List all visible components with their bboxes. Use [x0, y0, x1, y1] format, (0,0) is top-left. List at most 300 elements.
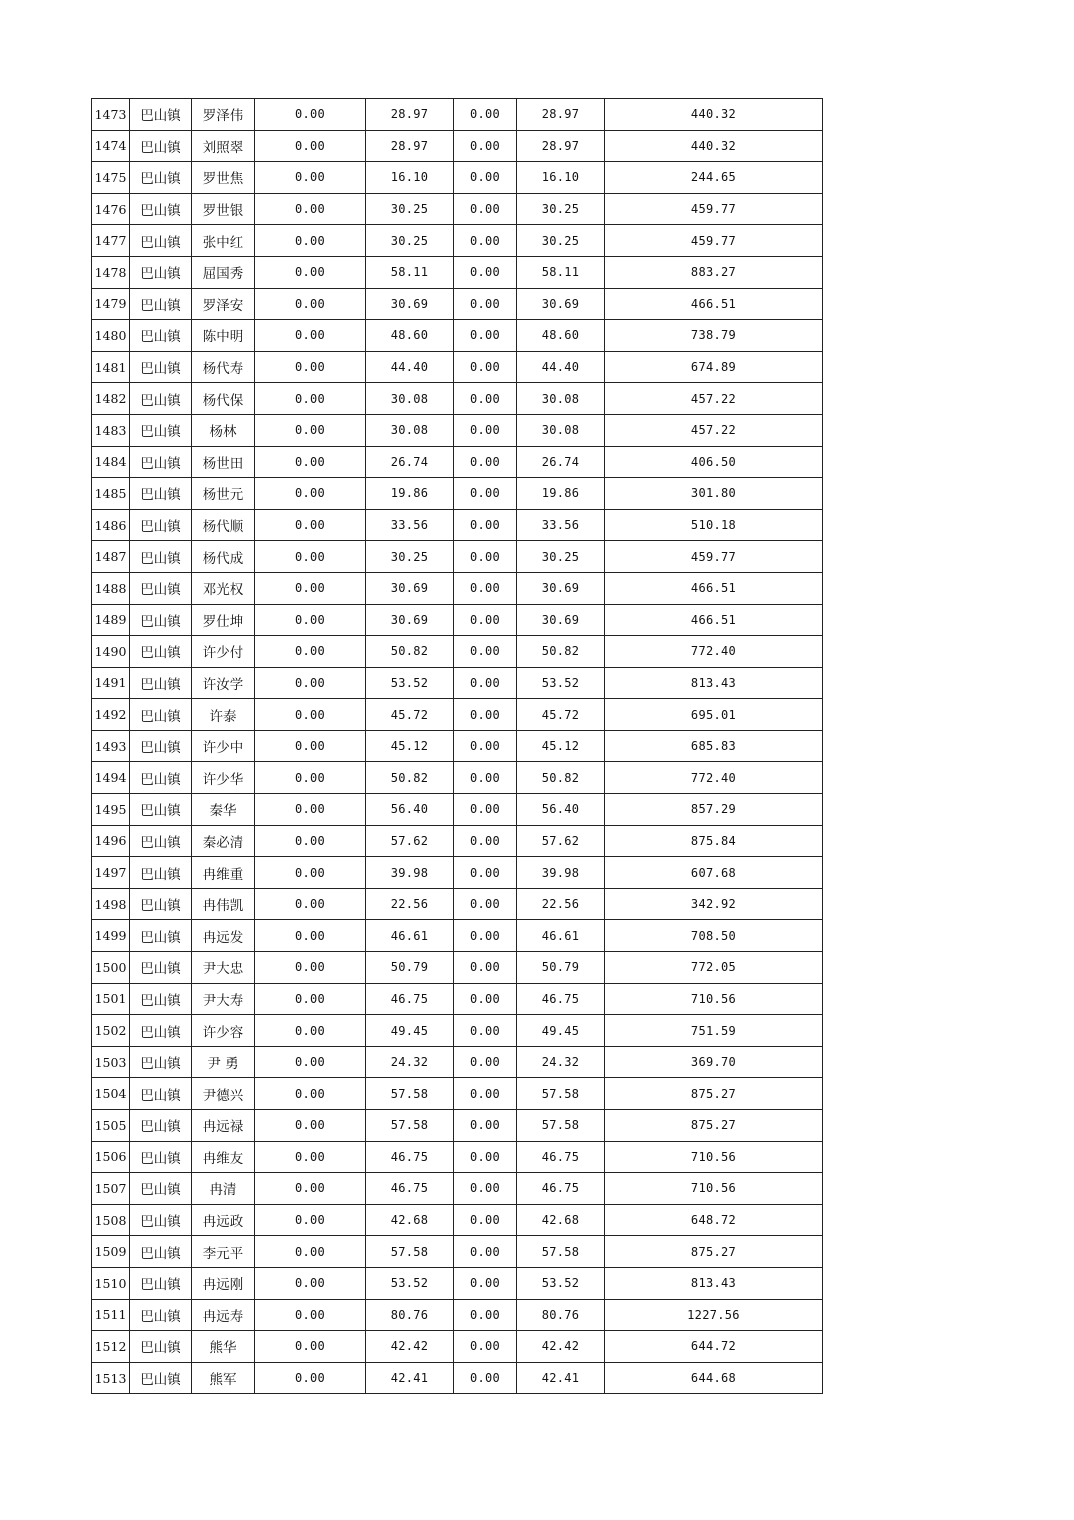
town-name-cell: 巴山镇 — [130, 730, 192, 762]
value-col-2-cell: 42.41 — [366, 1362, 454, 1394]
town-name-cell: 巴山镇 — [130, 1299, 192, 1331]
town-name-cell: 巴山镇 — [130, 888, 192, 920]
amount-total-cell: 440.32 — [605, 130, 823, 162]
value-col-1-cell: 0.00 — [255, 1110, 366, 1142]
amount-total-cell: 466.51 — [605, 604, 823, 636]
value-col-4-cell: 16.10 — [517, 162, 605, 194]
value-col-3-cell: 0.00 — [454, 1236, 517, 1268]
value-col-2-cell: 46.75 — [366, 1173, 454, 1205]
value-col-3-cell: 0.00 — [454, 414, 517, 446]
value-col-4-cell: 28.97 — [517, 130, 605, 162]
person-name-cell: 冉远寿 — [192, 1299, 255, 1331]
row-number-cell: 1475 — [92, 162, 130, 194]
town-name-cell: 巴山镇 — [130, 446, 192, 478]
amount-total-cell: 685.83 — [605, 730, 823, 762]
person-name-cell: 许少付 — [192, 636, 255, 668]
town-name-cell: 巴山镇 — [130, 414, 192, 446]
amount-total-cell: 772.05 — [605, 952, 823, 984]
table-row — [92, 193, 823, 225]
person-name-cell: 罗世银 — [192, 193, 255, 225]
amount-total-cell: 406.50 — [605, 446, 823, 478]
table-row — [92, 1331, 823, 1363]
table-row — [92, 320, 823, 352]
town-name-cell: 巴山镇 — [130, 225, 192, 257]
value-col-3-cell: 0.00 — [454, 478, 517, 510]
table-row — [92, 288, 823, 320]
value-col-4-cell: 46.61 — [517, 920, 605, 952]
amount-total-cell: 772.40 — [605, 762, 823, 794]
person-name-cell: 尹大寿 — [192, 983, 255, 1015]
town-name-cell: 巴山镇 — [130, 288, 192, 320]
value-col-2-cell: 57.62 — [366, 825, 454, 857]
value-col-4-cell: 45.72 — [517, 699, 605, 731]
value-col-3-cell: 0.00 — [454, 825, 517, 857]
amount-total-cell: 875.84 — [605, 825, 823, 857]
data-table — [91, 98, 823, 1394]
value-col-3-cell: 0.00 — [454, 162, 517, 194]
amount-total-cell: 648.72 — [605, 1204, 823, 1236]
value-col-4-cell: 30.08 — [517, 414, 605, 446]
table-row — [92, 794, 823, 826]
value-col-4-cell: 57.62 — [517, 825, 605, 857]
table-row — [92, 1299, 823, 1331]
value-col-3-cell: 0.00 — [454, 636, 517, 668]
value-col-3-cell: 0.00 — [454, 99, 517, 131]
row-number-cell: 1479 — [92, 288, 130, 320]
row-number-cell: 1486 — [92, 509, 130, 541]
amount-total-cell: 440.32 — [605, 99, 823, 131]
value-col-3-cell: 0.00 — [454, 920, 517, 952]
town-name-cell: 巴山镇 — [130, 193, 192, 225]
amount-total-cell: 607.68 — [605, 857, 823, 889]
person-name-cell: 杨林 — [192, 414, 255, 446]
value-col-2-cell: 80.76 — [366, 1299, 454, 1331]
table-row — [92, 541, 823, 573]
value-col-1-cell: 0.00 — [255, 794, 366, 826]
value-col-2-cell: 22.56 — [366, 888, 454, 920]
value-col-1-cell: 0.00 — [255, 1299, 366, 1331]
table-row — [92, 667, 823, 699]
person-name-cell: 刘照翠 — [192, 130, 255, 162]
value-col-2-cell: 30.25 — [366, 193, 454, 225]
value-col-4-cell: 28.97 — [517, 99, 605, 131]
person-name-cell: 陈中明 — [192, 320, 255, 352]
value-col-1-cell: 0.00 — [255, 1173, 366, 1205]
value-col-1-cell: 0.00 — [255, 825, 366, 857]
town-name-cell: 巴山镇 — [130, 1141, 192, 1173]
value-col-2-cell: 19.86 — [366, 478, 454, 510]
row-number-cell: 1488 — [92, 572, 130, 604]
person-name-cell: 杨代保 — [192, 383, 255, 415]
value-col-3-cell: 0.00 — [454, 572, 517, 604]
table-row — [92, 1015, 823, 1047]
value-col-1-cell: 0.00 — [255, 604, 366, 636]
value-col-2-cell: 46.61 — [366, 920, 454, 952]
value-col-3-cell: 0.00 — [454, 1078, 517, 1110]
row-number-cell: 1496 — [92, 825, 130, 857]
town-name-cell: 巴山镇 — [130, 1173, 192, 1205]
person-name-cell: 邓光权 — [192, 572, 255, 604]
person-name-cell: 尹大忠 — [192, 952, 255, 984]
person-name-cell: 张中红 — [192, 225, 255, 257]
value-col-2-cell: 57.58 — [366, 1110, 454, 1142]
value-col-1-cell: 0.00 — [255, 509, 366, 541]
table-row — [92, 1078, 823, 1110]
value-col-2-cell: 24.32 — [366, 1046, 454, 1078]
value-col-1-cell: 0.00 — [255, 699, 366, 731]
table-row — [92, 414, 823, 446]
person-name-cell: 秦华 — [192, 794, 255, 826]
value-col-2-cell: 50.82 — [366, 762, 454, 794]
amount-total-cell: 751.59 — [605, 1015, 823, 1047]
value-col-2-cell: 50.82 — [366, 636, 454, 668]
value-col-4-cell: 22.56 — [517, 888, 605, 920]
value-col-1-cell: 0.00 — [255, 256, 366, 288]
value-col-4-cell: 50.79 — [517, 952, 605, 984]
value-col-4-cell: 57.58 — [517, 1110, 605, 1142]
value-col-3-cell: 0.00 — [454, 225, 517, 257]
person-name-cell: 熊华 — [192, 1331, 255, 1363]
value-col-2-cell: 45.12 — [366, 730, 454, 762]
amount-total-cell: 244.65 — [605, 162, 823, 194]
value-col-2-cell: 46.75 — [366, 983, 454, 1015]
value-col-3-cell: 0.00 — [454, 604, 517, 636]
town-name-cell: 巴山镇 — [130, 99, 192, 131]
value-col-1-cell: 0.00 — [255, 1015, 366, 1047]
value-col-1-cell: 0.00 — [255, 130, 366, 162]
amount-total-cell: 459.77 — [605, 541, 823, 573]
amount-total-cell: 695.01 — [605, 699, 823, 731]
row-number-cell: 1492 — [92, 699, 130, 731]
amount-total-cell: 875.27 — [605, 1110, 823, 1142]
table-row — [92, 730, 823, 762]
person-name-cell: 秦必清 — [192, 825, 255, 857]
table-row — [92, 572, 823, 604]
row-number-cell: 1485 — [92, 478, 130, 510]
value-col-3-cell: 0.00 — [454, 1267, 517, 1299]
value-col-2-cell: 16.10 — [366, 162, 454, 194]
person-name-cell: 许泰 — [192, 699, 255, 731]
value-col-1-cell: 0.00 — [255, 1267, 366, 1299]
value-col-1-cell: 0.00 — [255, 952, 366, 984]
value-col-3-cell: 0.00 — [454, 130, 517, 162]
value-col-1-cell: 0.00 — [255, 888, 366, 920]
value-col-3-cell: 0.00 — [454, 667, 517, 699]
value-col-2-cell: 53.52 — [366, 667, 454, 699]
table-row — [92, 225, 823, 257]
town-name-cell: 巴山镇 — [130, 383, 192, 415]
town-name-cell: 巴山镇 — [130, 572, 192, 604]
row-number-cell: 1505 — [92, 1110, 130, 1142]
value-col-3-cell: 0.00 — [454, 193, 517, 225]
value-col-4-cell: 53.52 — [517, 1267, 605, 1299]
value-col-4-cell: 80.76 — [517, 1299, 605, 1331]
town-name-cell: 巴山镇 — [130, 162, 192, 194]
amount-total-cell: 875.27 — [605, 1078, 823, 1110]
town-name-cell: 巴山镇 — [130, 320, 192, 352]
row-number-cell: 1506 — [92, 1141, 130, 1173]
town-name-cell: 巴山镇 — [130, 636, 192, 668]
value-col-2-cell: 42.68 — [366, 1204, 454, 1236]
value-col-4-cell: 57.58 — [517, 1236, 605, 1268]
value-col-1-cell: 0.00 — [255, 1046, 366, 1078]
town-name-cell: 巴山镇 — [130, 762, 192, 794]
value-col-3-cell: 0.00 — [454, 383, 517, 415]
value-col-3-cell: 0.00 — [454, 541, 517, 573]
value-col-3-cell: 0.00 — [454, 351, 517, 383]
value-col-4-cell: 26.74 — [517, 446, 605, 478]
town-name-cell: 巴山镇 — [130, 667, 192, 699]
value-col-2-cell: 57.58 — [366, 1236, 454, 1268]
amount-total-cell: 466.51 — [605, 572, 823, 604]
value-col-4-cell: 19.86 — [517, 478, 605, 510]
person-name-cell: 冉伟凯 — [192, 888, 255, 920]
table-row — [92, 99, 823, 131]
town-name-cell: 巴山镇 — [130, 825, 192, 857]
value-col-3-cell: 0.00 — [454, 509, 517, 541]
town-name-cell: 巴山镇 — [130, 1267, 192, 1299]
amount-total-cell: 1227.56 — [605, 1299, 823, 1331]
value-col-3-cell: 0.00 — [454, 857, 517, 889]
person-name-cell: 罗泽安 — [192, 288, 255, 320]
value-col-4-cell: 57.58 — [517, 1078, 605, 1110]
value-col-1-cell: 0.00 — [255, 478, 366, 510]
row-number-cell: 1508 — [92, 1204, 130, 1236]
amount-total-cell: 466.51 — [605, 288, 823, 320]
amount-total-cell: 813.43 — [605, 1267, 823, 1299]
town-name-cell: 巴山镇 — [130, 351, 192, 383]
amount-total-cell: 772.40 — [605, 636, 823, 668]
row-number-cell: 1502 — [92, 1015, 130, 1047]
table-row — [92, 1236, 823, 1268]
table-row — [92, 762, 823, 794]
table-row — [92, 446, 823, 478]
value-col-1-cell: 0.00 — [255, 920, 366, 952]
value-col-4-cell: 30.25 — [517, 225, 605, 257]
value-col-3-cell: 0.00 — [454, 1331, 517, 1363]
value-col-2-cell: 26.74 — [366, 446, 454, 478]
person-name-cell: 许少华 — [192, 762, 255, 794]
value-col-1-cell: 0.00 — [255, 1362, 366, 1394]
value-col-2-cell: 48.60 — [366, 320, 454, 352]
person-name-cell: 罗世焦 — [192, 162, 255, 194]
row-number-cell: 1511 — [92, 1299, 130, 1331]
value-col-2-cell: 39.98 — [366, 857, 454, 889]
value-col-2-cell: 46.75 — [366, 1141, 454, 1173]
value-col-3-cell: 0.00 — [454, 1173, 517, 1205]
value-col-2-cell: 42.42 — [366, 1331, 454, 1363]
person-name-cell: 许少中 — [192, 730, 255, 762]
value-col-2-cell: 50.79 — [366, 952, 454, 984]
value-col-2-cell: 57.58 — [366, 1078, 454, 1110]
value-col-3-cell: 0.00 — [454, 1141, 517, 1173]
person-name-cell: 许少容 — [192, 1015, 255, 1047]
town-name-cell: 巴山镇 — [130, 1046, 192, 1078]
value-col-1-cell: 0.00 — [255, 983, 366, 1015]
value-col-3-cell: 0.00 — [454, 888, 517, 920]
amount-total-cell: 457.22 — [605, 383, 823, 415]
value-col-1-cell: 0.00 — [255, 636, 366, 668]
value-col-2-cell: 44.40 — [366, 351, 454, 383]
person-name-cell: 冉远禄 — [192, 1110, 255, 1142]
value-col-1-cell: 0.00 — [255, 1204, 366, 1236]
table-row — [92, 162, 823, 194]
amount-total-cell: 369.70 — [605, 1046, 823, 1078]
value-col-2-cell: 53.52 — [366, 1267, 454, 1299]
table-row — [92, 1141, 823, 1173]
value-col-2-cell: 30.08 — [366, 414, 454, 446]
table-row — [92, 1204, 823, 1236]
value-col-4-cell: 30.25 — [517, 541, 605, 573]
amount-total-cell: 738.79 — [605, 320, 823, 352]
table-row — [92, 604, 823, 636]
row-number-cell: 1497 — [92, 857, 130, 889]
amount-total-cell: 813.43 — [605, 667, 823, 699]
value-col-3-cell: 0.00 — [454, 730, 517, 762]
value-col-2-cell: 45.72 — [366, 699, 454, 731]
town-name-cell: 巴山镇 — [130, 256, 192, 288]
person-name-cell: 李元平 — [192, 1236, 255, 1268]
value-col-4-cell: 48.60 — [517, 320, 605, 352]
value-col-1-cell: 0.00 — [255, 383, 366, 415]
value-col-3-cell: 0.00 — [454, 320, 517, 352]
value-col-4-cell: 58.11 — [517, 256, 605, 288]
value-col-3-cell: 0.00 — [454, 256, 517, 288]
town-name-cell: 巴山镇 — [130, 983, 192, 1015]
row-number-cell: 1503 — [92, 1046, 130, 1078]
row-number-cell: 1493 — [92, 730, 130, 762]
value-col-1-cell: 0.00 — [255, 857, 366, 889]
person-name-cell: 屈国秀 — [192, 256, 255, 288]
table-row — [92, 383, 823, 415]
row-number-cell: 1473 — [92, 99, 130, 131]
value-col-3-cell: 0.00 — [454, 1110, 517, 1142]
table-row — [92, 478, 823, 510]
value-col-4-cell: 49.45 — [517, 1015, 605, 1047]
value-col-3-cell: 0.00 — [454, 762, 517, 794]
value-col-4-cell: 30.08 — [517, 383, 605, 415]
value-col-4-cell: 50.82 — [517, 636, 605, 668]
person-name-cell: 冉维友 — [192, 1141, 255, 1173]
value-col-2-cell: 49.45 — [366, 1015, 454, 1047]
value-col-3-cell: 0.00 — [454, 983, 517, 1015]
row-number-cell: 1504 — [92, 1078, 130, 1110]
row-number-cell: 1484 — [92, 446, 130, 478]
table-row — [92, 952, 823, 984]
table-row — [92, 857, 823, 889]
value-col-3-cell: 0.00 — [454, 1299, 517, 1331]
value-col-3-cell: 0.00 — [454, 1204, 517, 1236]
amount-total-cell: 644.68 — [605, 1362, 823, 1394]
person-name-cell: 冉远刚 — [192, 1267, 255, 1299]
value-col-4-cell: 42.41 — [517, 1362, 605, 1394]
row-number-cell: 1498 — [92, 888, 130, 920]
town-name-cell: 巴山镇 — [130, 604, 192, 636]
value-col-4-cell: 56.40 — [517, 794, 605, 826]
person-name-cell: 熊军 — [192, 1362, 255, 1394]
value-col-1-cell: 0.00 — [255, 1141, 366, 1173]
value-col-4-cell: 44.40 — [517, 351, 605, 383]
town-name-cell: 巴山镇 — [130, 541, 192, 573]
value-col-4-cell: 30.69 — [517, 604, 605, 636]
person-name-cell: 冉清 — [192, 1173, 255, 1205]
value-col-4-cell: 30.25 — [517, 193, 605, 225]
value-col-1-cell: 0.00 — [255, 667, 366, 699]
table-row — [92, 699, 823, 731]
value-col-1-cell: 0.00 — [255, 414, 366, 446]
value-col-3-cell: 0.00 — [454, 446, 517, 478]
value-col-2-cell: 30.25 — [366, 541, 454, 573]
table-row — [92, 983, 823, 1015]
value-col-4-cell: 46.75 — [517, 983, 605, 1015]
value-col-2-cell: 33.56 — [366, 509, 454, 541]
table-row — [92, 1110, 823, 1142]
value-col-3-cell: 0.00 — [454, 1015, 517, 1047]
value-col-4-cell: 30.69 — [517, 572, 605, 604]
person-name-cell: 冉远发 — [192, 920, 255, 952]
value-col-4-cell: 33.56 — [517, 509, 605, 541]
value-col-1-cell: 0.00 — [255, 541, 366, 573]
amount-total-cell: 875.27 — [605, 1236, 823, 1268]
value-col-1-cell: 0.00 — [255, 762, 366, 794]
town-name-cell: 巴山镇 — [130, 1110, 192, 1142]
value-col-2-cell: 30.08 — [366, 383, 454, 415]
amount-total-cell: 710.56 — [605, 983, 823, 1015]
town-name-cell: 巴山镇 — [130, 952, 192, 984]
value-col-1-cell: 0.00 — [255, 99, 366, 131]
amount-total-cell: 301.80 — [605, 478, 823, 510]
value-col-2-cell: 28.97 — [366, 130, 454, 162]
row-number-cell: 1481 — [92, 351, 130, 383]
value-col-4-cell: 53.52 — [517, 667, 605, 699]
value-col-2-cell: 30.25 — [366, 225, 454, 257]
row-number-cell: 1491 — [92, 667, 130, 699]
value-col-3-cell: 0.00 — [454, 952, 517, 984]
value-col-3-cell: 0.00 — [454, 288, 517, 320]
row-number-cell: 1509 — [92, 1236, 130, 1268]
person-name-cell: 杨代成 — [192, 541, 255, 573]
town-name-cell: 巴山镇 — [130, 509, 192, 541]
amount-total-cell: 510.18 — [605, 509, 823, 541]
value-col-4-cell: 46.75 — [517, 1173, 605, 1205]
amount-total-cell: 342.92 — [605, 888, 823, 920]
row-number-cell: 1512 — [92, 1331, 130, 1363]
value-col-4-cell: 45.12 — [517, 730, 605, 762]
row-number-cell: 1501 — [92, 983, 130, 1015]
amount-total-cell: 710.56 — [605, 1141, 823, 1173]
row-number-cell: 1474 — [92, 130, 130, 162]
person-name-cell: 尹德兴 — [192, 1078, 255, 1110]
amount-total-cell: 710.56 — [605, 1173, 823, 1205]
row-number-cell: 1510 — [92, 1267, 130, 1299]
row-number-cell: 1483 — [92, 414, 130, 446]
value-col-2-cell: 28.97 — [366, 99, 454, 131]
row-number-cell: 1487 — [92, 541, 130, 573]
person-name-cell: 杨代寿 — [192, 351, 255, 383]
person-name-cell: 冉远政 — [192, 1204, 255, 1236]
table-row — [92, 130, 823, 162]
row-number-cell: 1490 — [92, 636, 130, 668]
value-col-1-cell: 0.00 — [255, 225, 366, 257]
value-col-2-cell: 58.11 — [366, 256, 454, 288]
person-name-cell: 许汝学 — [192, 667, 255, 699]
person-name-cell: 杨世田 — [192, 446, 255, 478]
value-col-1-cell: 0.00 — [255, 1236, 366, 1268]
value-col-4-cell: 42.42 — [517, 1331, 605, 1363]
value-col-1-cell: 0.00 — [255, 351, 366, 383]
town-name-cell: 巴山镇 — [130, 1362, 192, 1394]
row-number-cell: 1507 — [92, 1173, 130, 1205]
